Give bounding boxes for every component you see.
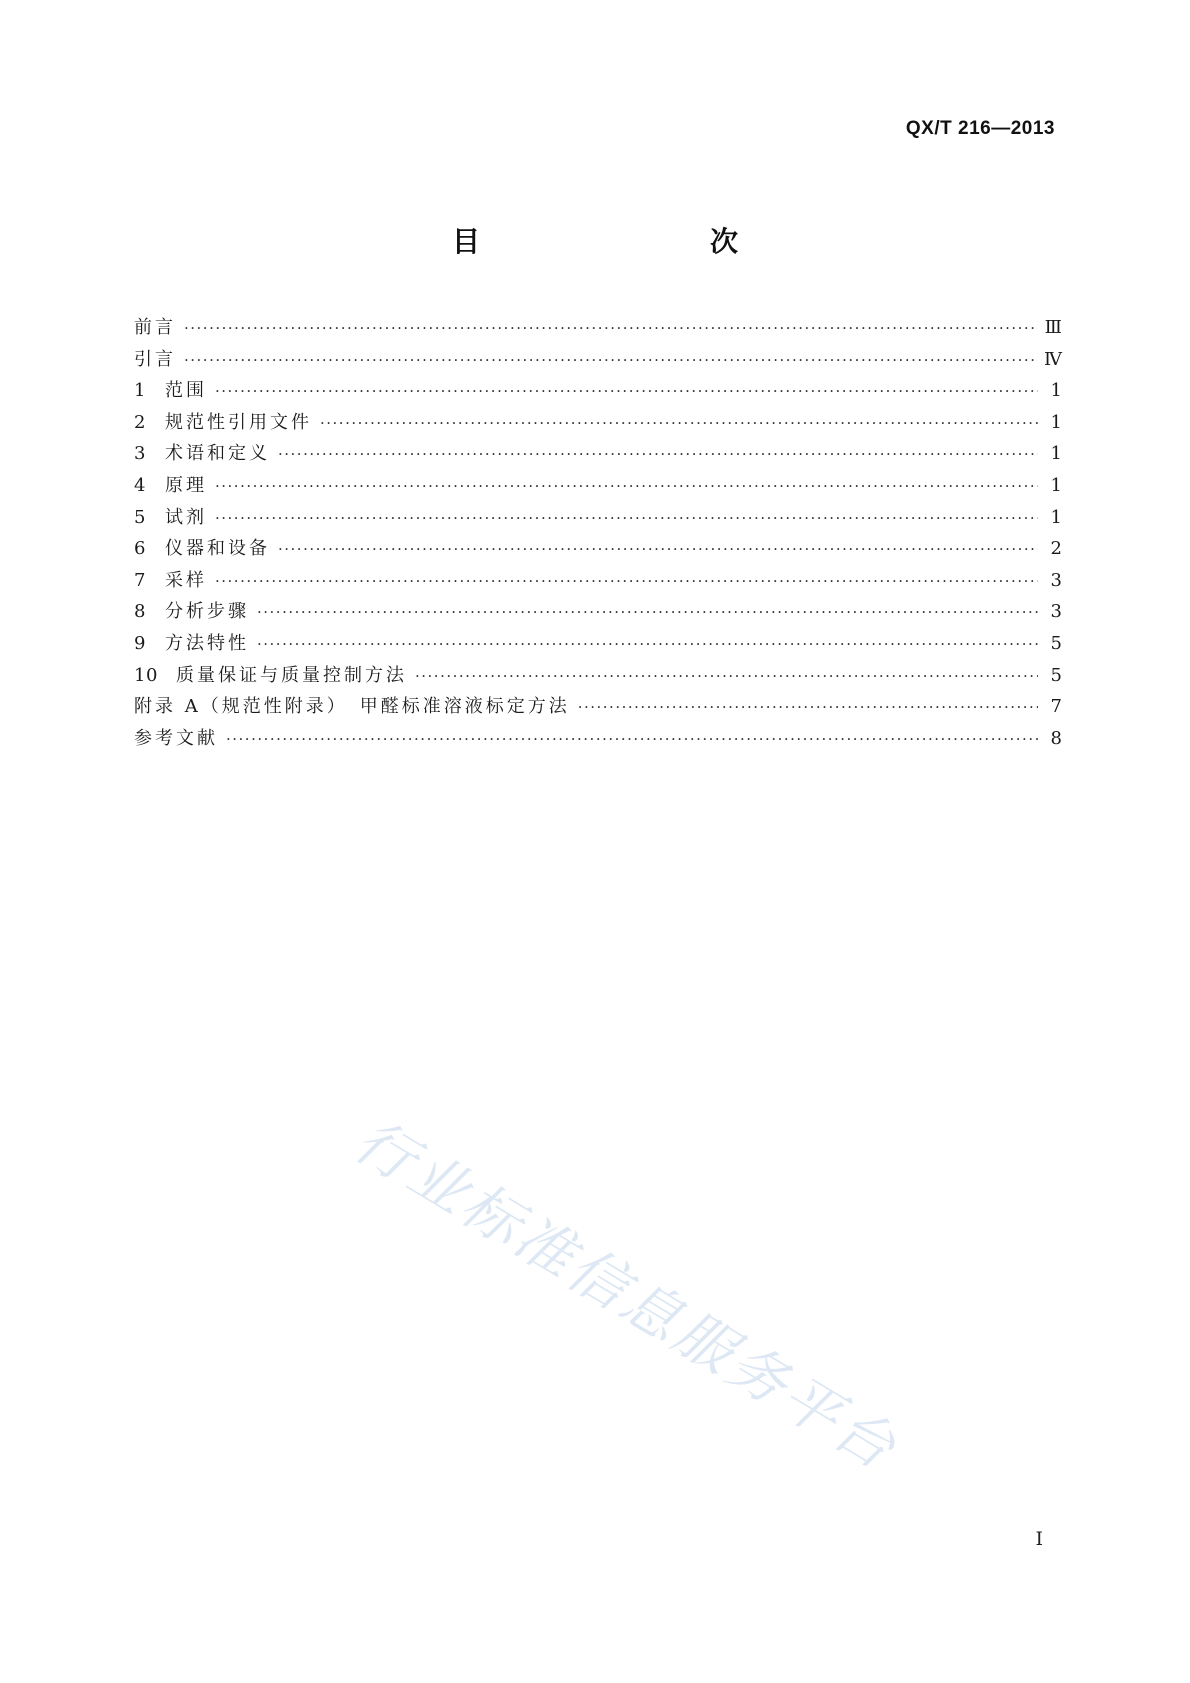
toc-entry-page: 1 <box>1050 506 1062 528</box>
toc-leader-dots <box>184 313 1038 345</box>
toc-entry-number: 3 <box>134 443 146 465</box>
toc-leader-dots <box>215 376 1038 408</box>
toc-entry-label: 引言 <box>134 348 176 370</box>
toc-entry-page: 7 <box>1050 696 1062 718</box>
toc-entry-analysis-steps[interactable] <box>134 596 1062 628</box>
toc-entry-page: 1 <box>1050 443 1062 465</box>
toc-entry-label: 附录 A（规范性附录） 甲醛标准溶液标定方法 <box>134 696 570 718</box>
toc-entry-label: 仪器和设备 <box>165 538 270 560</box>
toc-leader-dots <box>578 692 1038 724</box>
toc-entry-page: Ⅲ <box>1044 317 1062 338</box>
toc-leader-dots <box>257 629 1038 661</box>
toc-entry-bibliography[interactable] <box>134 723 1062 755</box>
toc-entry-number: 8 <box>134 601 146 623</box>
watermark-text: 行业标准信息服务平台 <box>343 1106 910 1484</box>
toc-leader-dots <box>226 724 1038 756</box>
toc-entry-sampling[interactable] <box>134 565 1062 597</box>
toc-leader-dots <box>278 439 1038 471</box>
toc-entry-page: 8 <box>1050 727 1062 749</box>
toc-entry-number: 7 <box>134 569 146 591</box>
toc-entry-label: 采样 <box>165 569 207 591</box>
toc-entry-page: 1 <box>1050 411 1062 433</box>
toc-entry-number: 9 <box>134 632 146 654</box>
toc-leader-dots <box>278 534 1038 566</box>
page-number: Ⅰ <box>1035 1529 1043 1550</box>
toc-entry-label: 方法特性 <box>165 632 249 654</box>
toc-entry-label: 前言 <box>134 317 176 338</box>
toc-entry-number: 4 <box>134 474 146 496</box>
table-of-contents <box>134 312 1062 754</box>
toc-entry-introduction[interactable] <box>134 344 1062 376</box>
toc-leader-dots <box>184 345 1038 377</box>
toc-entry-label: 参考文献 <box>134 727 218 749</box>
toc-entry-foreword[interactable] <box>134 312 1062 344</box>
toc-leader-dots <box>257 597 1038 629</box>
toc-entry-page: Ⅳ <box>1044 348 1062 370</box>
toc-entry-label: 试剂 <box>165 506 207 528</box>
page-title: 目 次 <box>451 225 796 258</box>
toc-entry-page: 2 <box>1050 538 1062 560</box>
toc-entry-page: 5 <box>1050 664 1062 686</box>
toc-entry-label: 范围 <box>165 380 207 402</box>
toc-leader-dots <box>215 471 1038 503</box>
toc-entry-page: 1 <box>1050 474 1062 496</box>
toc-entry-page: 5 <box>1050 632 1062 654</box>
toc-entry-terms-definitions[interactable] <box>134 438 1062 470</box>
toc-entry-quality-assurance[interactable] <box>134 660 1062 692</box>
toc-entry-method-characteristics[interactable] <box>134 628 1062 660</box>
toc-entry-number: 2 <box>134 411 146 433</box>
toc-entry-principle[interactable] <box>134 470 1062 502</box>
toc-leader-dots <box>215 566 1038 598</box>
toc-leader-dots <box>320 408 1038 440</box>
toc-entry-number: 10 <box>134 664 158 686</box>
toc-entry-label: 术语和定义 <box>165 443 270 465</box>
toc-entry-reagents[interactable] <box>134 502 1062 534</box>
toc-entry-number: 5 <box>134 506 146 528</box>
toc-entry-normative-references[interactable] <box>134 407 1062 439</box>
toc-entry-label: 规范性引用文件 <box>165 411 312 433</box>
toc-entry-appendix-a[interactable] <box>134 691 1062 723</box>
toc-entry-page: 3 <box>1050 601 1062 623</box>
toc-entry-number: 6 <box>134 538 146 560</box>
toc-leader-dots <box>415 661 1038 693</box>
toc-entry-label: 质量保证与质量控制方法 <box>176 664 407 686</box>
toc-entry-scope[interactable] <box>134 375 1062 407</box>
standard-code: QX/T 216—2013 <box>905 118 1055 139</box>
toc-entry-apparatus[interactable] <box>134 533 1062 565</box>
toc-entry-label: 原理 <box>165 474 207 496</box>
toc-entry-page: 3 <box>1050 569 1062 591</box>
toc-entry-label: 分析步骤 <box>165 601 249 623</box>
toc-entry-page: 1 <box>1050 380 1062 402</box>
toc-entry-number: 1 <box>134 380 146 402</box>
toc-leader-dots <box>215 503 1038 535</box>
